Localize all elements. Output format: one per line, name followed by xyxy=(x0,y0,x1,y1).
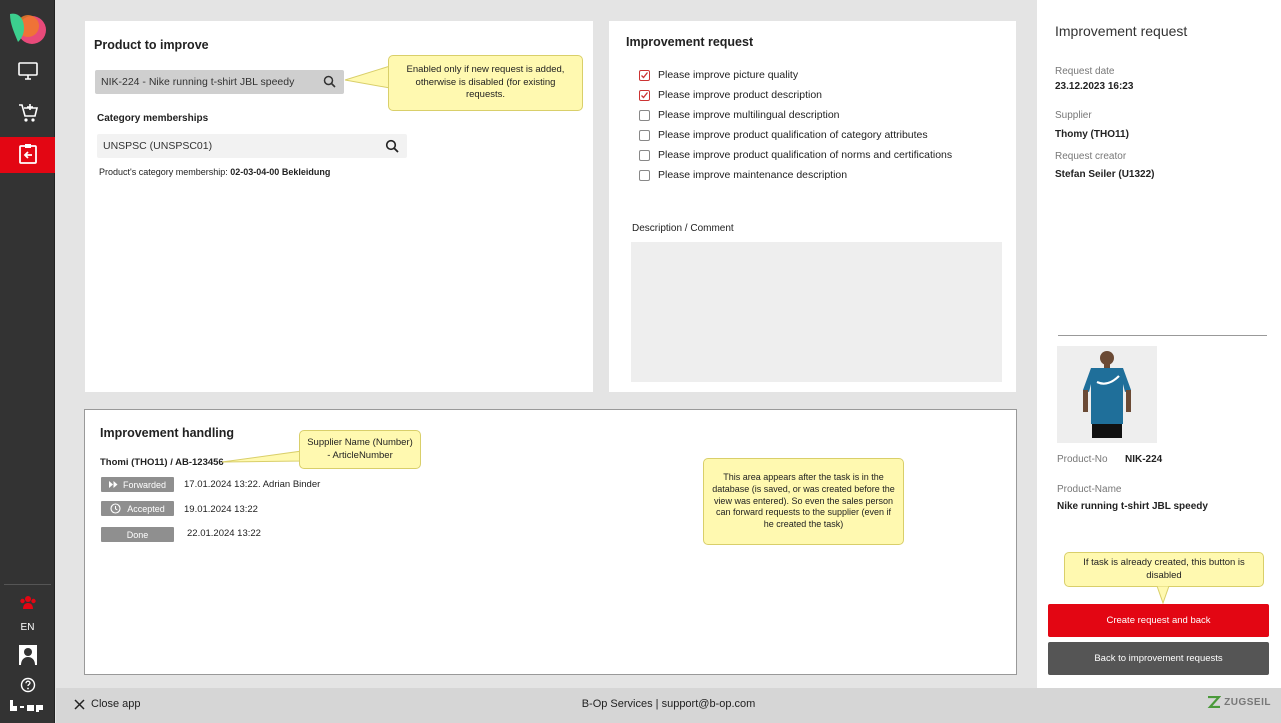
detail-divider xyxy=(1058,335,1267,336)
back-to-requests-button[interactable]: Back to improvement requests xyxy=(1048,642,1269,675)
status-accepted-text: 19.01.2024 13:22 xyxy=(184,504,258,515)
bop-logo xyxy=(10,700,44,712)
search-icon[interactable] xyxy=(385,139,399,156)
category-memberships-label: Category memberships xyxy=(97,113,209,124)
option-label: Please improve product description xyxy=(658,89,823,101)
creator-label: Request creator xyxy=(1055,151,1127,162)
supplier-value: Thomy (THO11) xyxy=(1055,129,1129,140)
option-label: Please improve product qualification of category attributes xyxy=(658,129,928,141)
status-accepted xyxy=(101,501,174,516)
option-multilingual-description[interactable] xyxy=(639,109,840,121)
product-search-field[interactable] xyxy=(95,70,344,94)
handling-title: Improvement handling xyxy=(100,426,235,440)
improvement-panel-title: Improvement request xyxy=(626,35,754,49)
detail-title: Improvement request xyxy=(1055,23,1188,39)
category-search-value: UNSPSC (UNSPSC01) xyxy=(103,140,213,152)
brand-name: ZUGSEIL xyxy=(1224,696,1271,708)
sidebar-item-cart[interactable] xyxy=(0,96,55,132)
request-date-label: Request date xyxy=(1055,66,1115,77)
option-label: Please improve maintenance description xyxy=(658,169,848,181)
sidebar-item-team[interactable] xyxy=(0,588,55,618)
note-search-enabled: Enabled only if new request is added, otherwise is disabled (for existing requests. xyxy=(388,55,583,111)
team-icon xyxy=(19,594,37,613)
option-category-attributes[interactable] xyxy=(639,129,928,141)
status-done xyxy=(101,527,174,542)
note-supplier-format: Supplier Name (Number) - ArticleNumber xyxy=(299,430,421,469)
option-norms-certifications[interactable] xyxy=(639,149,952,161)
note-button-disabled: If task is already created, this button is disabled xyxy=(1064,552,1264,587)
option-label: Please improve product qualification of norms and certifications xyxy=(658,149,953,161)
checkbox-unchecked[interactable] xyxy=(639,130,650,141)
sidebar-item-user[interactable] xyxy=(0,640,55,672)
product-panel-title: Product to improve xyxy=(94,38,209,52)
request-date-value: 23.12.2023 16:23 xyxy=(1055,81,1134,92)
product-search-value: NIK-224 - Nike running t-shirt JBL speedy xyxy=(101,76,295,88)
note-pointer xyxy=(1156,586,1170,604)
clock-icon xyxy=(110,503,121,514)
option-picture-quality[interactable] xyxy=(639,69,798,81)
sidebar xyxy=(0,0,55,723)
comment-label: Description / Comment xyxy=(632,223,734,234)
status-label: Accepted xyxy=(127,503,165,514)
sidebar-item-improvement[interactable] xyxy=(0,137,55,173)
search-icon[interactable] xyxy=(323,75,336,91)
status-done-text: 22.01.2024 13:22 xyxy=(187,528,261,539)
option-product-description[interactable] xyxy=(639,89,822,101)
supplier-label: Supplier xyxy=(1055,110,1092,121)
membership-value: 02-03-04-00 Bekleidung xyxy=(230,167,331,177)
language-switch[interactable]: EN xyxy=(20,622,35,633)
membership-prefix: Product's category membership: xyxy=(99,167,231,177)
app-logo xyxy=(8,10,48,46)
category-search-field[interactable] xyxy=(97,134,407,158)
footer xyxy=(56,688,1281,723)
create-request-button[interactable]: Create request and back xyxy=(1048,604,1269,637)
product-image xyxy=(1057,346,1157,443)
improvement-panel xyxy=(609,21,1016,392)
checkbox-unchecked[interactable] xyxy=(639,110,650,121)
product-name-value: Nike running t-shirt JBL speedy xyxy=(1057,501,1208,512)
status-label: Done xyxy=(126,529,149,540)
checkbox-unchecked[interactable] xyxy=(639,150,650,161)
monitor-icon xyxy=(18,62,38,83)
option-label: Please improve multilingual description xyxy=(658,109,840,121)
sidebar-item-help[interactable] xyxy=(0,672,55,700)
checkbox-unchecked[interactable] xyxy=(639,170,650,181)
creator-value: Stefan Seiler (U1322) xyxy=(1055,169,1155,180)
footer-contact: B-Op Services | support@b-op.com xyxy=(581,698,756,710)
help-icon xyxy=(20,677,36,696)
note-pointer xyxy=(340,60,395,90)
comment-textarea[interactable] xyxy=(631,242,1002,382)
sidebar-divider xyxy=(4,584,51,585)
category-membership-line xyxy=(99,167,330,177)
product-no-value: NIK-224 xyxy=(1125,454,1163,465)
sidebar-item-monitor[interactable] xyxy=(0,54,55,90)
status-label: Forwarded xyxy=(122,479,167,490)
product-name-label: Product-Name xyxy=(1057,484,1122,495)
option-label: Please improve picture quality xyxy=(658,69,799,81)
cart-add-icon xyxy=(17,102,39,127)
close-app-label: Close app xyxy=(91,698,141,710)
zugseil-icon xyxy=(1207,696,1221,708)
note-pointer xyxy=(220,448,305,468)
product-no-label: Product-No xyxy=(1057,454,1108,465)
status-forwarded xyxy=(101,477,174,492)
status-forwarded-text: 17.01.2024 13:22. Adrian Binder xyxy=(184,479,321,490)
supplier-article: Thomi (THO11) / AB-123456 xyxy=(100,457,224,468)
option-maintenance-description[interactable] xyxy=(639,169,847,181)
note-area-appears: This area appears after the task is in the database (is saved, or was created before the view was entered). So even the sales person can forward requests to the supplier (even if he created the task) xyxy=(703,458,904,545)
brand-logo xyxy=(1207,696,1271,708)
checkbox-checked[interactable] xyxy=(639,90,650,101)
return-icon xyxy=(18,143,38,168)
user-icon xyxy=(19,645,37,668)
checkbox-checked[interactable] xyxy=(639,70,650,81)
forward-icon xyxy=(109,481,118,488)
